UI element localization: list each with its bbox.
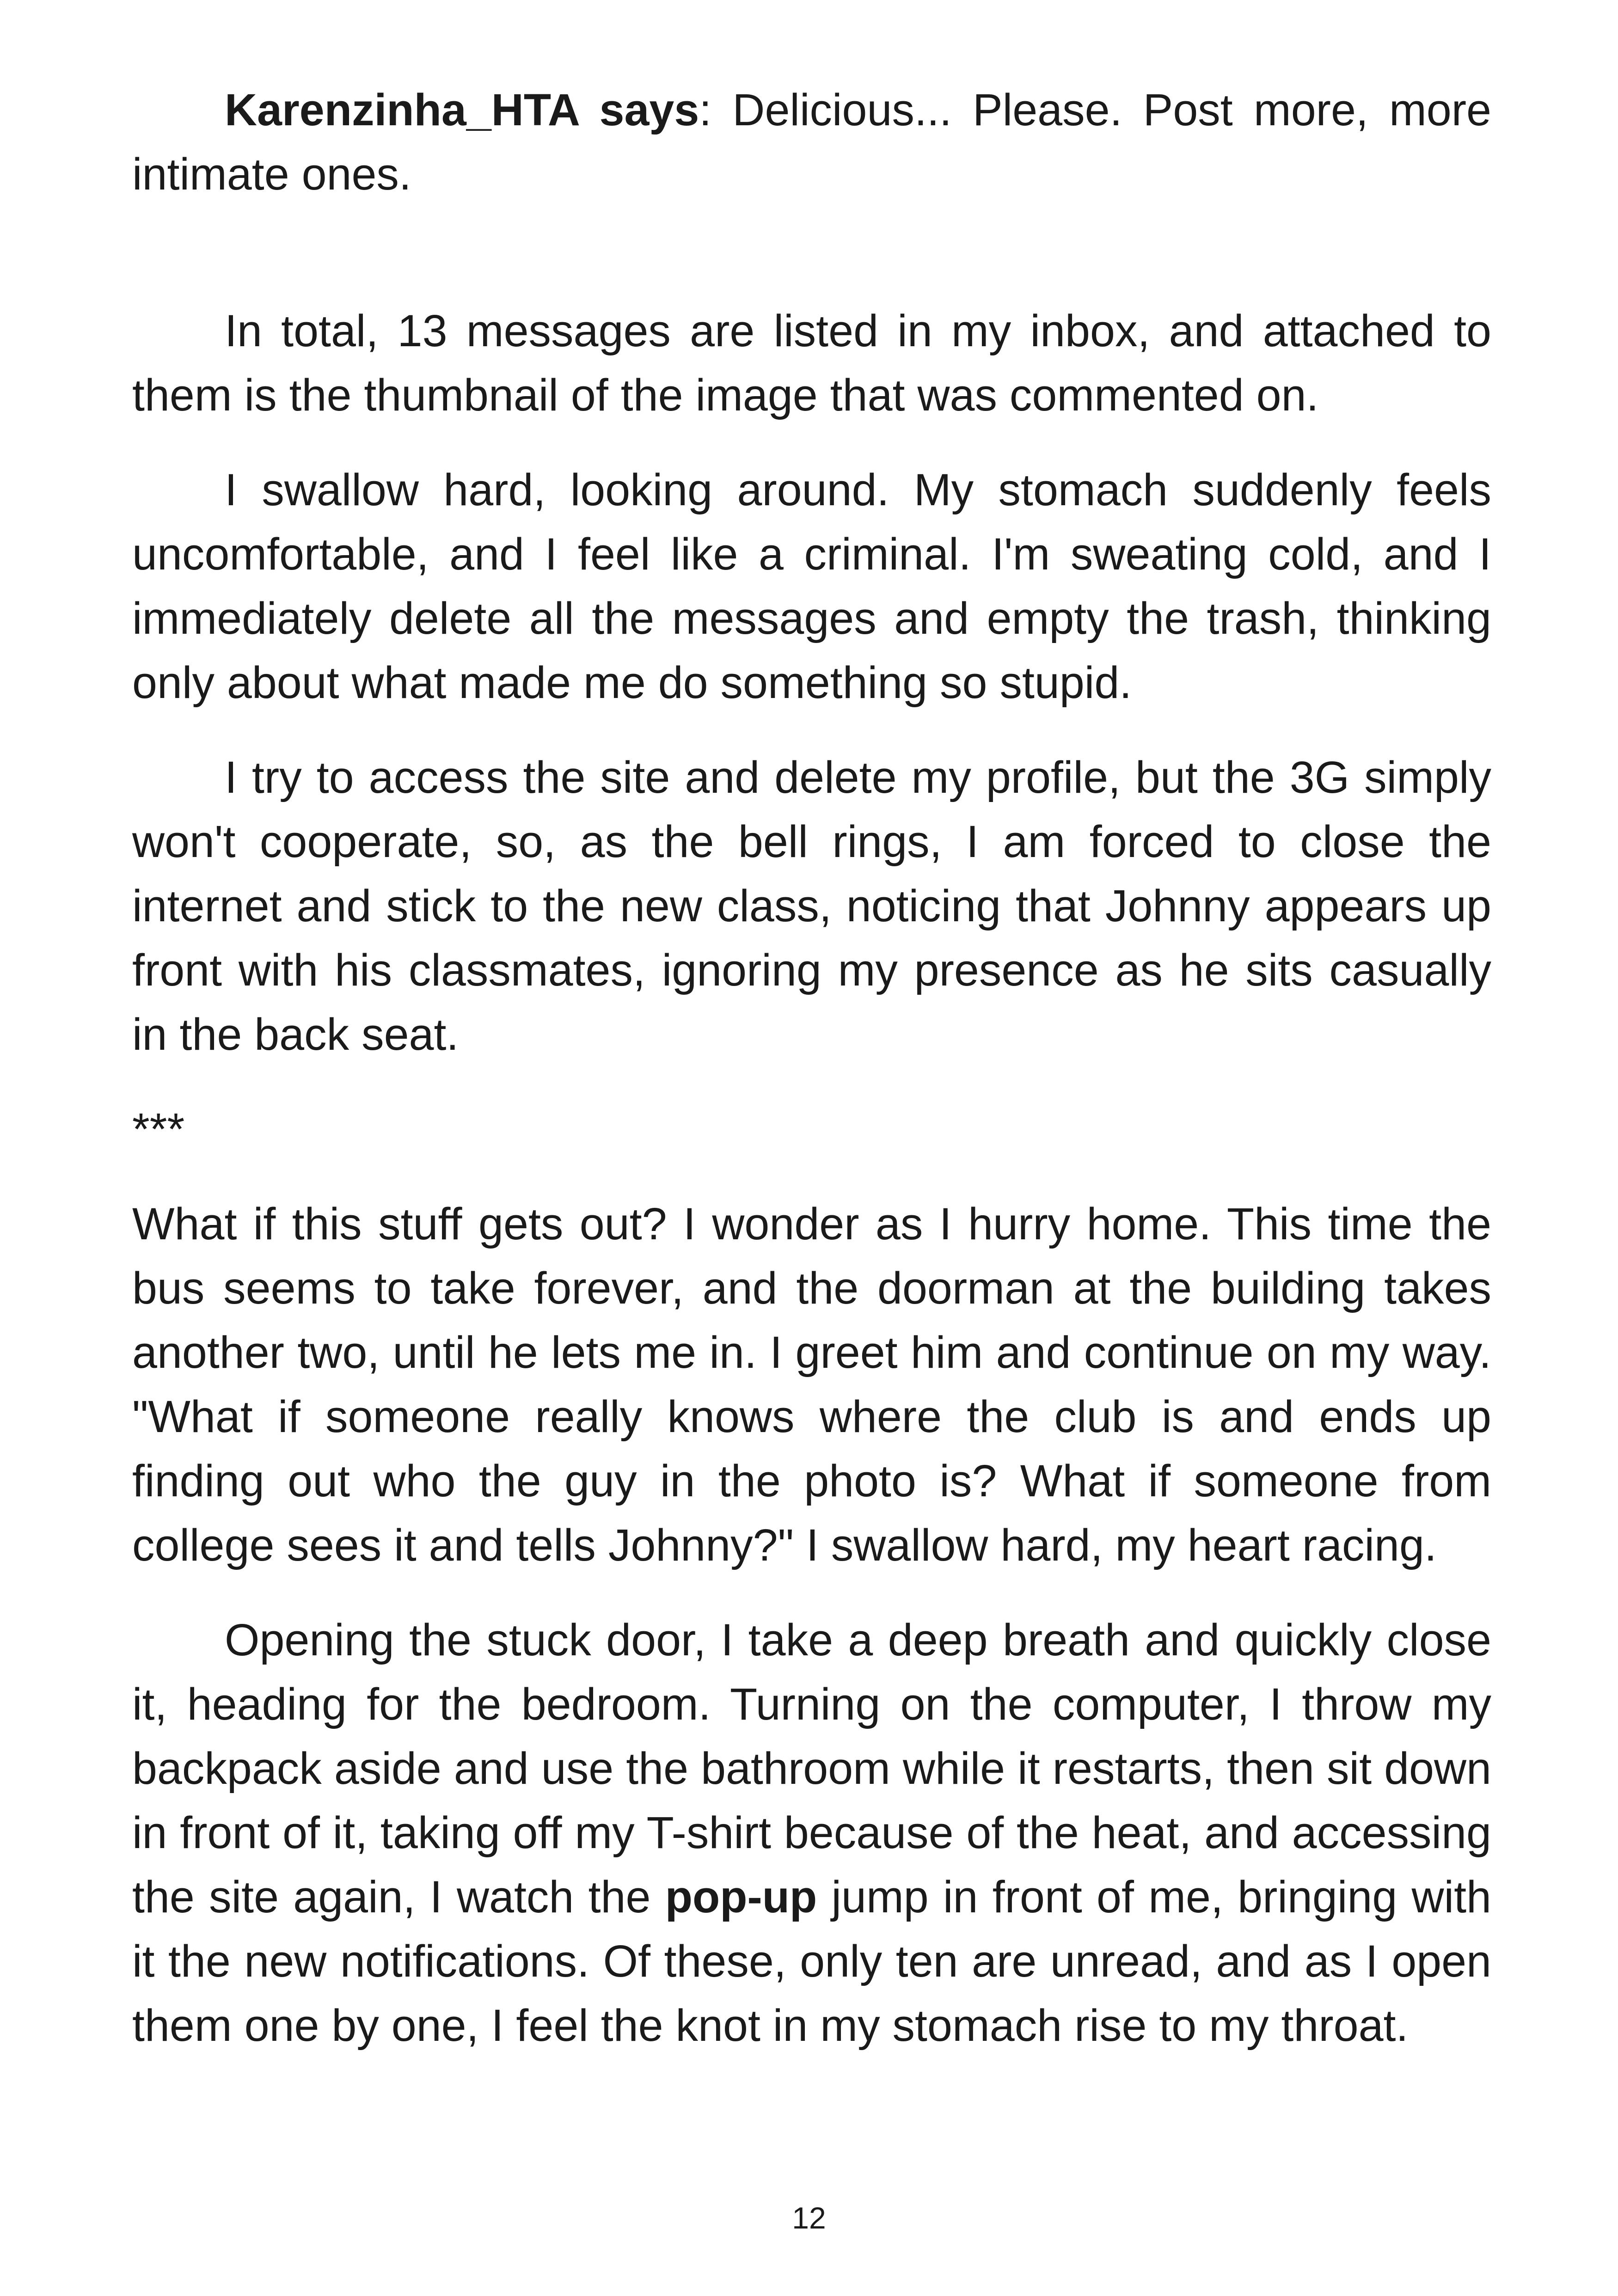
paragraph-text-after: jump in front of me, bringing with it the new notifications. Of these, only ten are unread, and as I open them one by one, I feel the knot in my stomach rise to my throat. [132, 1872, 1491, 2051]
page-number: 12 [792, 2201, 826, 2235]
paragraph-delete-profile: I try to access the site and delete my profile, but the 3G simply won't cooperate, so, as the bell rings, I am forced to close the internet and stick to the new class, noticing that Johnny appears up front with his classmates, ignoring my presence as he sits casually in the back seat. [132, 752, 1491, 1059]
paragraph-hurry-home: What if this stuff gets out? I wonder as I hurry home. This time the bus seems to take forever, and the doorman at the building takes another two, until he lets me in. I greet him and continue on my way. "What if someone really knows where the club is and ends up finding out who the guy in the photo is? What if someone from college sees it and tells Johnny?" I swallow hard, my heart racing. [132, 1199, 1491, 1570]
paragraph-stuck-door [132, 1608, 1491, 2057]
chat-message-text: : Delicious... Please. Post more, more intimate ones. [132, 85, 1491, 199]
paragraph-chat-message [132, 78, 1491, 206]
scene-break: *** [132, 1104, 185, 1154]
bold-term-popup: pop-up [665, 1872, 817, 1922]
paragraph-inbox: In total, 13 messages are listed in my inbox, and attached to them is the thumbnail of the image that was commented on. [132, 306, 1491, 420]
chat-speaker: Karenzinha_HTA says [225, 85, 699, 135]
body-text [132, 78, 1491, 2057]
paragraph-text-before: Opening the stuck door, I take a deep breath and quickly close it, heading for the bedroom. Turning on the computer, I throw my backpack aside and use the bathroom while it restarts, then sit down in front of it, taking off my T-shirt because of the heat, and accessing the site again, I watch the [132, 1615, 1491, 1922]
paragraph-swallow: I swallow hard, looking around. My stomach suddenly feels uncomfortable, and I feel like a criminal. I'm sweating cold, and I immediately delete all the messages and empty the trash, thinking only about what made me do something so stupid. [132, 465, 1491, 708]
